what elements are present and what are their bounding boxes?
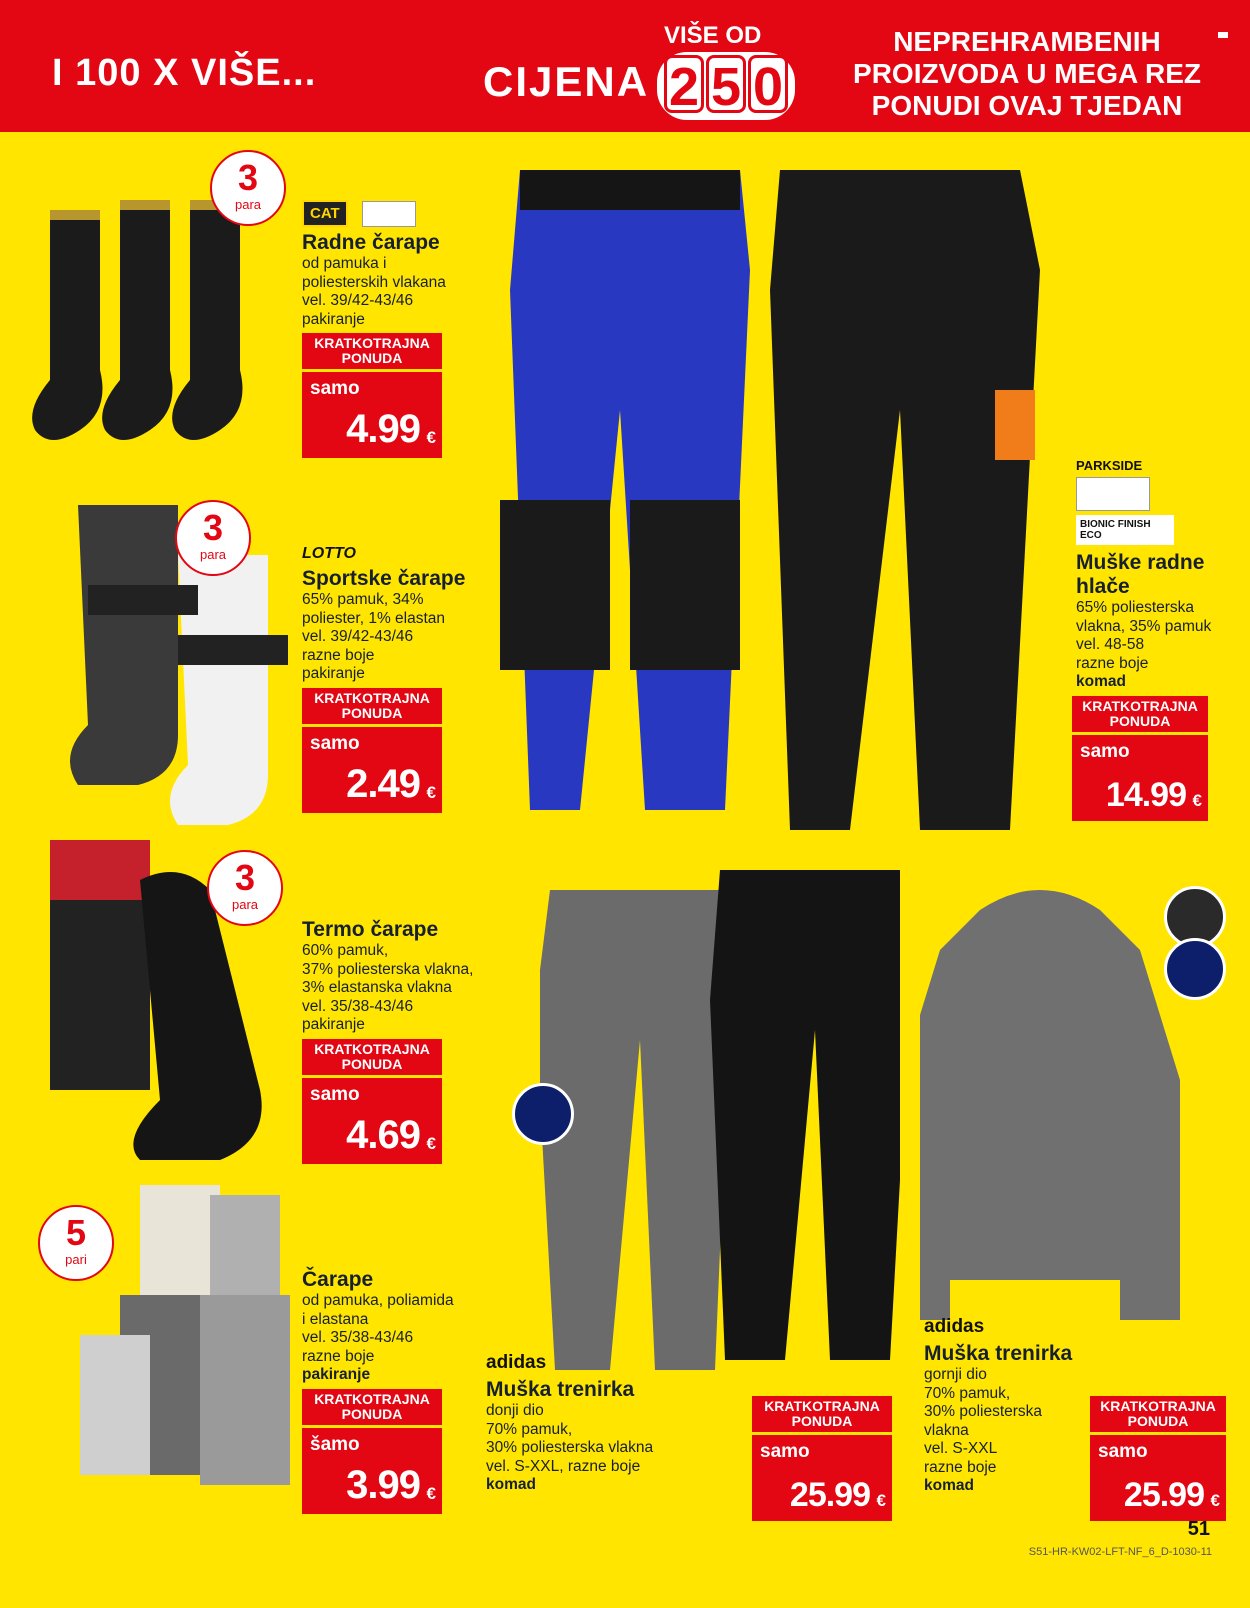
- product-desc: razne boje: [1076, 654, 1149, 672]
- price-samo: šamo: [310, 1433, 360, 1455]
- price-samo: samo: [1080, 740, 1130, 762]
- product-desc: vel. 35/38-43/46: [302, 997, 414, 1015]
- offer-line: PONUDA: [341, 1055, 403, 1072]
- product-desc: 30% poliesterska vlakna: [486, 1439, 654, 1456]
- offer-line: KRATKOTRAJNA: [764, 1398, 880, 1414]
- product-desc: razne boje: [302, 646, 375, 664]
- product-trenirka-gornji: [924, 1316, 1094, 1496]
- page-number: 51: [1187, 1518, 1210, 1540]
- offer-line: KRATKOTRAJNA: [314, 335, 430, 351]
- product-title: Čarape: [302, 1268, 374, 1291]
- short-offer-label: [302, 1389, 442, 1425]
- price-value: 25.99: [1123, 1476, 1204, 1514]
- product-desc: donji dio: [486, 1402, 544, 1419]
- product-desc: 65% poliesterska: [1076, 599, 1195, 616]
- price-box: [302, 727, 442, 813]
- header-banner: [0, 0, 1250, 132]
- lotto-socks-image: [38, 495, 298, 825]
- product-desc: 60% pamuk,: [302, 942, 389, 959]
- pack-badge: [207, 850, 283, 926]
- product-desc: 37% poliesterska vlakna,: [302, 960, 474, 978]
- header-left-text: I 100 X VIŠE...: [52, 52, 317, 94]
- offer-line: PONUDA: [1109, 712, 1171, 729]
- price-samo: samo: [760, 1441, 810, 1462]
- offer-line: KRATKOTRAJNA: [1100, 1398, 1216, 1414]
- offer-line: KRATKOTRAJNA: [1082, 697, 1198, 714]
- price-value: 3.99: [346, 1462, 420, 1507]
- digit: 0: [748, 55, 788, 113]
- digit: 2: [664, 55, 704, 113]
- price-value: 4.99: [346, 407, 420, 451]
- product-desc: 3% elastanska vlakna: [302, 979, 452, 996]
- oeko-tex-label-icon: [362, 201, 416, 227]
- product-trenirka-donji: [486, 1352, 726, 1495]
- product-title: hlače: [1076, 575, 1130, 598]
- product-unit: komad: [486, 1476, 536, 1493]
- product-desc: pakiranje: [302, 1366, 371, 1383]
- hoodie-image: [920, 890, 1190, 1330]
- adidas-logo: adidas: [486, 1352, 547, 1373]
- badge-number: 3: [202, 507, 224, 548]
- offer-line: PONUDA: [341, 350, 403, 366]
- header-right-text: [832, 26, 1222, 122]
- short-offer-label: [1072, 696, 1208, 732]
- price-trenirka-donji: [752, 1392, 892, 1521]
- price-currency: €: [426, 1483, 436, 1503]
- price-value: 25.99: [789, 1476, 870, 1514]
- digit: 5: [706, 55, 746, 113]
- price-value: 4.69: [346, 1112, 420, 1157]
- pack-badge: [210, 150, 286, 226]
- price-box: [302, 1428, 442, 1514]
- badge-unit: pari: [65, 1252, 87, 1267]
- product-desc: vlakna: [924, 1421, 969, 1439]
- header-line: PONUDI OVAJ TJEDAN: [871, 90, 1183, 121]
- price-samo: samo: [1098, 1441, 1148, 1462]
- price-trenirka-gornji: [1090, 1392, 1226, 1521]
- oeko-tex-label-icon: [1076, 477, 1150, 511]
- work-trousers-image: [500, 160, 1070, 850]
- lotto-logo: LOTTO: [302, 545, 356, 562]
- price-value: 2.49: [346, 761, 420, 806]
- product-desc: od pamuka, poliamida: [302, 1292, 454, 1309]
- tracksuit-bottoms-image: [540, 870, 900, 1380]
- color-swatch-navy-bottoms: [512, 1083, 574, 1145]
- offer-line: KRATKOTRAJNA: [314, 1040, 430, 1057]
- product-desc: razne boje: [924, 1458, 997, 1476]
- price-box: [302, 1078, 442, 1164]
- price-samo: samo: [310, 378, 360, 399]
- product-desc: vel. 39/42-43/46: [302, 292, 414, 309]
- product-desc: pakiranje: [302, 665, 365, 682]
- product-desc: vel. 48-58: [1076, 636, 1145, 653]
- product-desc: vel. 39/42-43/46: [302, 628, 414, 645]
- corner-mark: [1218, 32, 1228, 38]
- product-desc: 70% pamuk,: [924, 1384, 1011, 1402]
- product-desc: pakiranje: [302, 1016, 365, 1033]
- product-desc: gornji dio: [924, 1366, 987, 1383]
- price-currency: €: [1210, 1491, 1220, 1510]
- product-termo-carape: [302, 918, 512, 1164]
- price-value: 14.99: [1105, 775, 1186, 814]
- product-carape: [302, 1268, 512, 1514]
- page-code: S51-HR-KW02-LFT-NF_6_D-1030-11: [1028, 1546, 1212, 1558]
- product-title: Termo čarape: [302, 918, 439, 941]
- product-title: Radne čarape: [302, 231, 440, 254]
- short-offer-label: [1090, 1396, 1226, 1432]
- price-box: [1090, 1435, 1226, 1521]
- header-cijena: CIJENA: [483, 58, 650, 105]
- bionic-finish-label: BIONIC FINISH ECO: [1076, 515, 1174, 545]
- short-offer-label: [752, 1396, 892, 1432]
- header-count-250: [657, 52, 795, 120]
- price-box: [752, 1435, 892, 1521]
- price-box: [302, 372, 442, 458]
- price-currency: €: [426, 782, 436, 802]
- product-title: Muška trenirka: [486, 1378, 635, 1401]
- offer-line: PONUDA: [1127, 1413, 1189, 1429]
- badge-unit: para: [234, 197, 262, 212]
- product-title: Muška trenirka: [924, 1342, 1073, 1365]
- cat-socks-image: [28, 190, 298, 460]
- offer-line: PONUDA: [341, 704, 403, 721]
- badge-number: 3: [237, 157, 259, 198]
- badge-number: 5: [65, 1212, 87, 1253]
- product-unit: komad: [924, 1477, 974, 1494]
- product-title: Sportske čarape: [302, 567, 466, 590]
- product-radne-carape: [302, 200, 502, 458]
- product-desc: i elastana: [302, 1310, 369, 1328]
- header-line: NEPREHRAMBENIH: [893, 26, 1161, 57]
- product-desc: 65% pamuk, 34%: [302, 591, 424, 608]
- product-unit: komad: [1076, 673, 1126, 690]
- product-desc: vel. S-XXL: [924, 1440, 998, 1457]
- badge-unit: para: [199, 547, 227, 562]
- product-desc: poliesterskih vlakana: [302, 273, 446, 291]
- price-samo: samo: [310, 1083, 360, 1105]
- offer-line: PONUDA: [341, 1405, 403, 1422]
- pack-badge: [38, 1205, 114, 1281]
- short-offer-label: [302, 333, 442, 369]
- product-desc: vel. 35/38-43/46: [302, 1329, 414, 1346]
- product-desc: razne boje: [302, 1347, 375, 1365]
- offer-line: KRATKOTRAJNA: [314, 689, 430, 706]
- product-desc: vel. S-XXL, razne boje: [486, 1457, 641, 1475]
- header-line: PROIZVODA U MEGA REZ: [853, 58, 1201, 89]
- price-samo: samo: [310, 732, 360, 754]
- product-desc: vlakna, 35% pamuk: [1076, 617, 1212, 635]
- product-desc: poliester, 1% elastan: [302, 609, 446, 627]
- parkside-logo: PARKSIDE: [1076, 458, 1143, 473]
- product-sportske-carape: [302, 545, 502, 813]
- product-desc: 70% pamuk,: [486, 1420, 573, 1438]
- color-swatch-navy: [1164, 938, 1226, 1000]
- badge-number: 3: [234, 857, 256, 898]
- price-currency: €: [426, 428, 436, 447]
- product-radne-hlace: [1076, 458, 1226, 821]
- price-currency: €: [1192, 790, 1202, 810]
- offer-line: PONUDA: [791, 1413, 853, 1429]
- cat-logo: CAT: [302, 200, 348, 227]
- price-currency: €: [426, 1133, 436, 1153]
- price-box: [1072, 735, 1208, 821]
- adidas-logo: adidas: [924, 1316, 985, 1337]
- pack-badge: [175, 500, 251, 576]
- header-vise-od: VIŠE OD: [664, 22, 762, 49]
- short-offer-label: [302, 688, 442, 724]
- badge-unit: para: [231, 897, 259, 912]
- short-offer-label: [302, 1039, 442, 1075]
- price-currency: €: [876, 1491, 886, 1510]
- offer-line: KRATKOTRAJNA: [314, 1390, 430, 1407]
- product-desc: 30% poliesterska: [924, 1403, 1043, 1420]
- product-title: Muške radne: [1076, 551, 1205, 574]
- product-desc: od pamuka i: [302, 255, 387, 272]
- product-desc: pakiranje: [302, 310, 365, 328]
